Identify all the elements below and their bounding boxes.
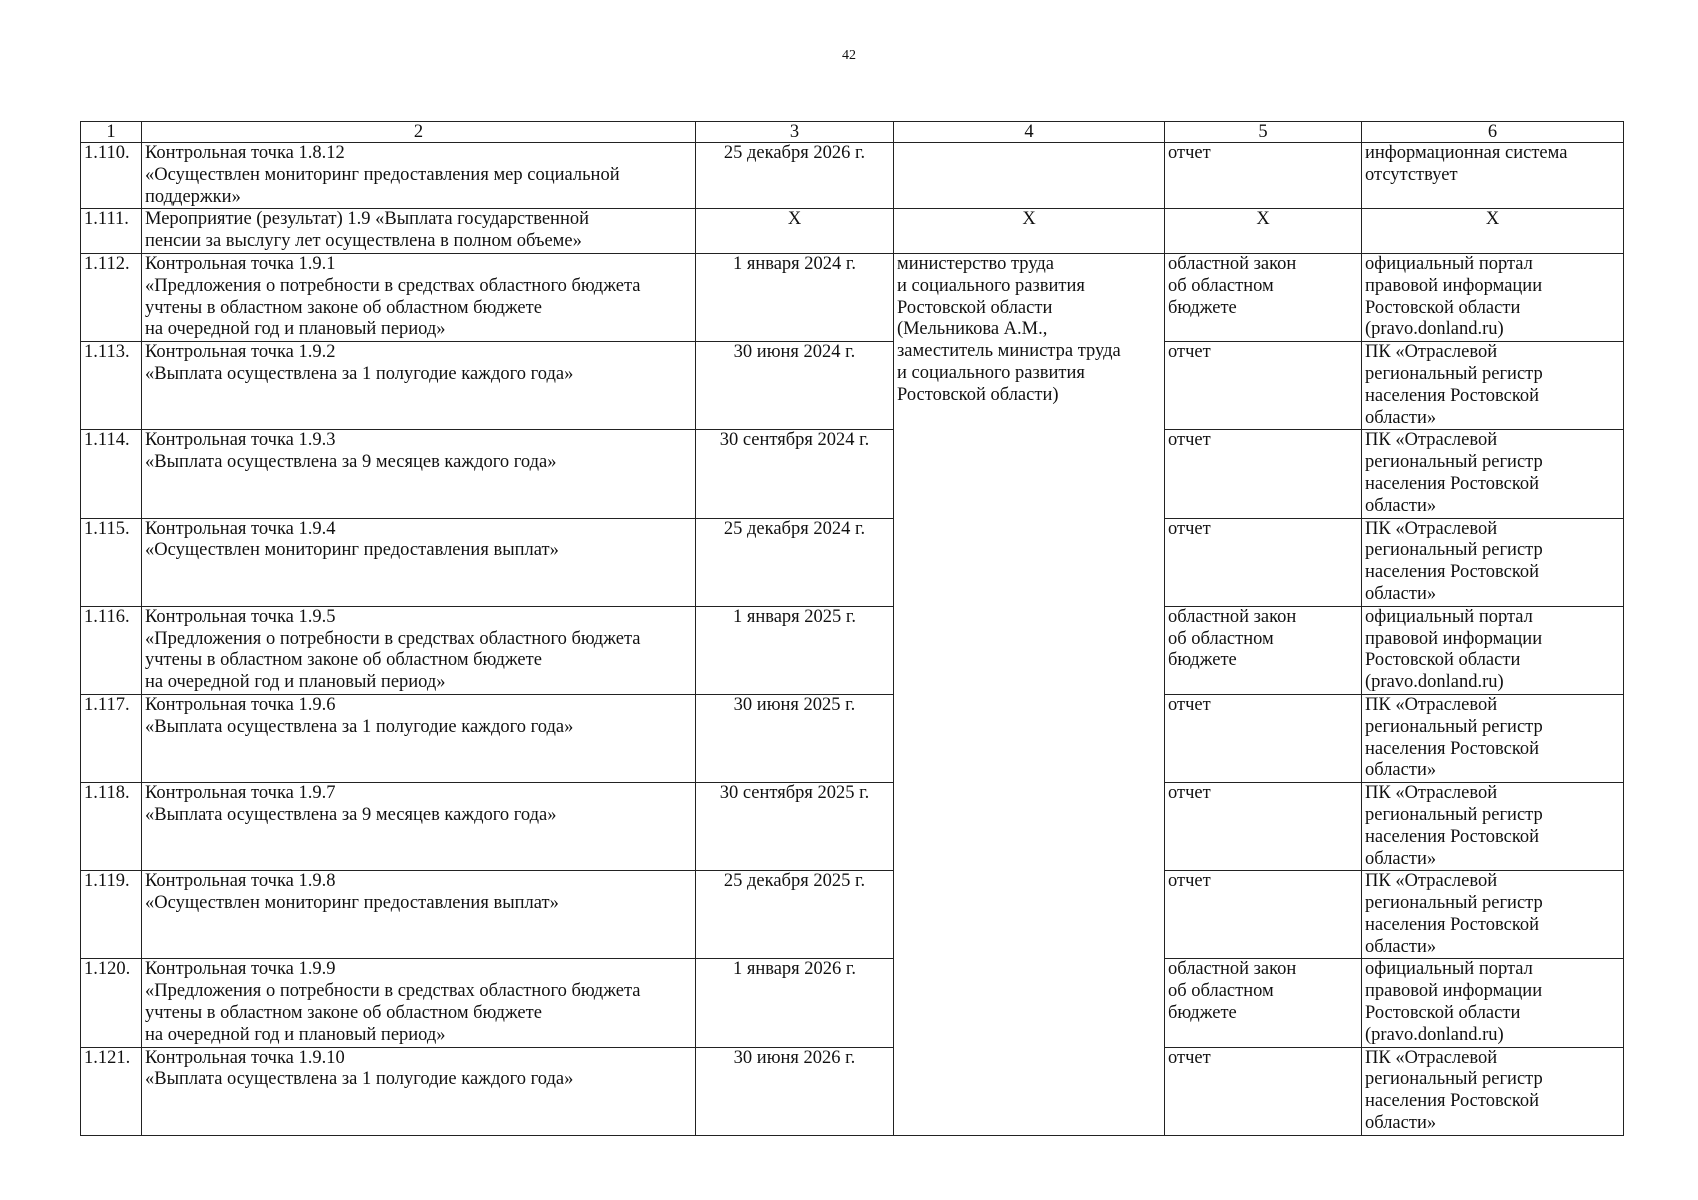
row-deadline: 30 июня 2025 г. [696, 694, 894, 782]
table-row [81, 783, 1624, 871]
row-deadline: 30 сентября 2024 г. [696, 430, 894, 518]
row-number: 1.117. [81, 694, 142, 782]
table-row [81, 1047, 1624, 1135]
row-number: 1.119. [81, 871, 142, 959]
row-description: Контрольная точка 1.8.12 «Осуществлен мониторинг предоставления мер социальной поддержки» [142, 143, 696, 209]
row-description: Контрольная точка 1.9.6 «Выплата осуществлена за 1 полугодие каждого года» [142, 694, 696, 782]
table-row [81, 959, 1624, 1047]
row-deadline: 1 января 2024 г. [696, 253, 894, 341]
table-row [81, 606, 1624, 694]
row-number: 1.110. [81, 143, 142, 209]
responsible-executive: министерство труда и социального развития Ростовской области (Мельникова А.М., заместитель министра труда и социального развития Ростовской области) [894, 253, 1165, 1135]
table-row [81, 342, 1624, 430]
row-deadline: 1 января 2025 г. [696, 606, 894, 694]
row-deadline: 25 декабря 2026 г. [696, 143, 894, 209]
row-document-type: X [1165, 209, 1362, 254]
row-description: Мероприятие (результат) 1.9 «Выплата государственной пенсии за выслугу лет осуществлена в полном объеме» [142, 209, 696, 254]
row-description: Контрольная точка 1.9.10 «Выплата осуществлена за 1 полугодие каждого года» [142, 1047, 696, 1135]
control-points-table [80, 121, 1624, 1136]
row-info-system: ПК «Отраслевой региональный регистр населения Ростовской области» [1362, 871, 1624, 959]
table-row [81, 518, 1624, 606]
row-document-type: отчет [1165, 430, 1362, 518]
row-deadline: 30 сентября 2025 г. [696, 783, 894, 871]
row-description: Контрольная точка 1.9.5 «Предложения о потребности в средствах областного бюджета учтены в областном законе об областном бюджете на очередной год и плановый период» [142, 606, 696, 694]
row-description: Контрольная точка 1.9.7 «Выплата осуществлена за 9 месяцев каждого года» [142, 783, 696, 871]
row-number: 1.120. [81, 959, 142, 1047]
header-col-5: 5 [1165, 122, 1362, 143]
row-info-system: X [1362, 209, 1624, 254]
page-number: 42 [842, 48, 856, 63]
row-number: 1.115. [81, 518, 142, 606]
row-document-type: отчет [1165, 783, 1362, 871]
row-document-type: отчет [1165, 871, 1362, 959]
row-responsible: X [894, 209, 1165, 254]
row-info-system: ПК «Отраслевой региональный регистр населения Ростовской области» [1362, 342, 1624, 430]
row-deadline: X [696, 209, 894, 254]
row-document-type: областной закон об областном бюджете [1165, 253, 1362, 341]
row-info-system: ПК «Отраслевой региональный регистр населения Ростовской области» [1362, 518, 1624, 606]
row-number: 1.114. [81, 430, 142, 518]
header-row [81, 122, 1624, 143]
table-row [81, 253, 1624, 341]
row-document-type: областной закон об областном бюджете [1165, 959, 1362, 1047]
header-col-4: 4 [894, 122, 1165, 143]
header-col-6: 6 [1362, 122, 1624, 143]
row-deadline: 1 января 2026 г. [696, 959, 894, 1047]
table-row [81, 430, 1624, 518]
table-row [81, 209, 1624, 254]
row-responsible [894, 143, 1165, 209]
header-col-2: 2 [142, 122, 696, 143]
row-document-type: отчет [1165, 518, 1362, 606]
row-description: Контрольная точка 1.9.2 «Выплата осуществлена за 1 полугодие каждого года» [142, 342, 696, 430]
table-row [81, 694, 1624, 782]
row-description: Контрольная точка 1.9.4 «Осуществлен мониторинг предоставления выплат» [142, 518, 696, 606]
row-document-type: отчет [1165, 143, 1362, 209]
row-deadline: 25 декабря 2024 г. [696, 518, 894, 606]
row-number: 1.121. [81, 1047, 142, 1135]
row-document-type: отчет [1165, 1047, 1362, 1135]
row-info-system: официальный портал правовой информации Ростовской области (pravo.donland.ru) [1362, 959, 1624, 1047]
row-document-type: отчет [1165, 342, 1362, 430]
row-description: Контрольная точка 1.9.3 «Выплата осуществлена за 9 месяцев каждого года» [142, 430, 696, 518]
row-info-system: ПК «Отраслевой региональный регистр населения Ростовской области» [1362, 783, 1624, 871]
row-document-type: областной закон об областном бюджете [1165, 606, 1362, 694]
row-info-system: официальный портал правовой информации Ростовской области (pravo.donland.ru) [1362, 606, 1624, 694]
row-info-system: ПК «Отраслевой региональный регистр населения Ростовской области» [1362, 1047, 1624, 1135]
row-number: 1.111. [81, 209, 142, 254]
row-info-system: официальный портал правовой информации Ростовской области (pravo.donland.ru) [1362, 253, 1624, 341]
row-number: 1.116. [81, 606, 142, 694]
row-deadline: 30 июня 2024 г. [696, 342, 894, 430]
table-row [81, 143, 1624, 209]
row-number: 1.118. [81, 783, 142, 871]
table-row [81, 871, 1624, 959]
row-number: 1.113. [81, 342, 142, 430]
row-description: Контрольная точка 1.9.9 «Предложения о потребности в средствах областного бюджета учтены в областном законе об областном бюджете на очередной год и плановый период» [142, 959, 696, 1047]
row-deadline: 30 июня 2026 г. [696, 1047, 894, 1135]
header-col-3: 3 [696, 122, 894, 143]
row-info-system: информационная система отсутствует [1362, 143, 1624, 209]
row-document-type: отчет [1165, 694, 1362, 782]
header-col-1: 1 [81, 122, 142, 143]
row-deadline: 25 декабря 2025 г. [696, 871, 894, 959]
row-info-system: ПК «Отраслевой региональный регистр населения Ростовской области» [1362, 694, 1624, 782]
row-number: 1.112. [81, 253, 142, 341]
row-info-system: ПК «Отраслевой региональный регистр населения Ростовской области» [1362, 430, 1624, 518]
row-description: Контрольная точка 1.9.8 «Осуществлен мониторинг предоставления выплат» [142, 871, 696, 959]
row-description: Контрольная точка 1.9.1 «Предложения о потребности в средствах областного бюджета учтены в областном законе об областном бюджете на очередной год и плановый период» [142, 253, 696, 341]
